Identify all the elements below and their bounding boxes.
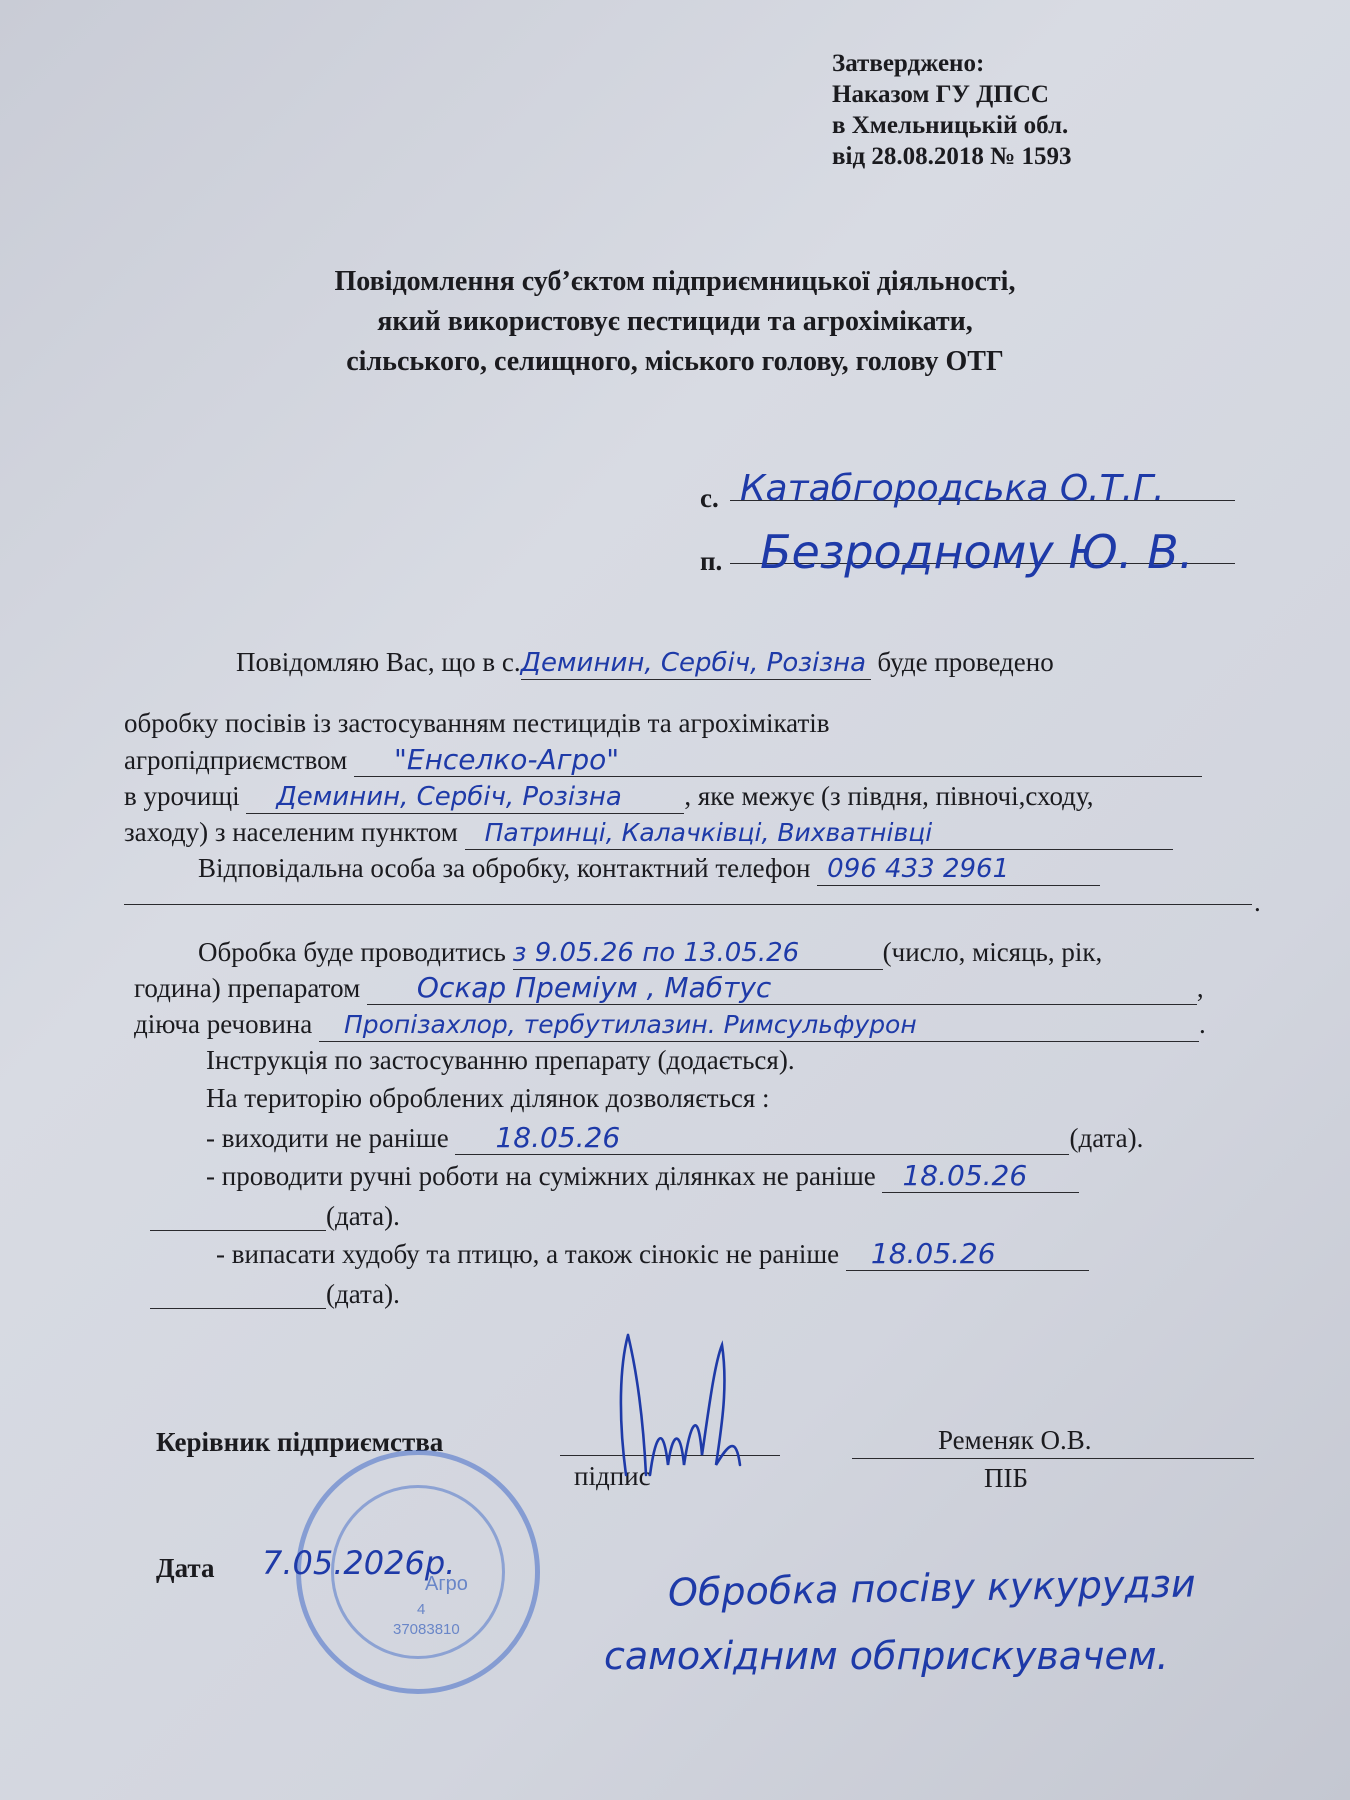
settlement-value: Деминин, Сербіч, Розізна: [521, 647, 871, 680]
bordering-settlement-value: Патринці, Калачківці, Вихватнівці: [465, 817, 1173, 850]
approval-line: Наказом ГУ ДПСС: [832, 81, 1049, 108]
body-line-5: заходу) з населеним пунктом Патринці, Калачківці, Вихватнівці: [124, 816, 1173, 850]
company-value: "Енселко-Агро": [354, 744, 1202, 777]
body-line-11: Інструкція по застосуванню препарату (додається).: [206, 1045, 795, 1075]
grazing-date-value: 18.05.26: [846, 1238, 1089, 1271]
manual-work-date-value: 18.05.26: [882, 1160, 1079, 1193]
stamp-center-text: Агро: [425, 1573, 468, 1595]
body-line-15: (дата).: [326, 1201, 400, 1231]
stamp-number: 37083810: [393, 1621, 460, 1638]
approval-line: Затверджено:: [832, 50, 985, 77]
treatment-period-value: з 9.05.26 по 13.05.26: [513, 937, 883, 970]
body-line-3: агропідприємством "Енселко-Агро": [124, 744, 1202, 777]
body-line-8: Обробка буде проводитись з 9.05.26 по 13.05.26 (число, місяць, рік,: [198, 937, 1103, 968]
stamp-digit: 4: [417, 1601, 426, 1618]
date-value: 7.05.2026р.: [262, 1544, 456, 1582]
title-line: Повідомлення суб’єктом підприємницької діяльності,: [334, 266, 1016, 297]
approval-block: [832, 48, 1071, 172]
body-line-9: година) препаратом Оскар Преміум , Мабтус ,: [134, 971, 1204, 1004]
addressee-s-prefix: с.: [700, 483, 719, 513]
body-line-14: - проводити ручні роботи на суміжних ділянках не раніше 18.05.26: [206, 1160, 1079, 1193]
title-line: який використовує пестициди та агрохімікати,: [377, 306, 973, 337]
body-line-12: На територію оброблених ділянок дозволяється :: [206, 1083, 770, 1113]
body-line-10: діюча речовина Пропізахлор, тербутилазин. Римсульфурон .: [134, 1008, 1206, 1042]
addressee-p-prefix: п.: [700, 546, 723, 576]
tract-value: Деминин, Сербіч, Розізна: [246, 781, 684, 814]
document-title: [0, 262, 1350, 382]
addressee-p-value: Безродному Ю. В.: [760, 525, 1194, 579]
date-label: Дата: [156, 1553, 215, 1583]
approval-line: від 28.08.2018 № 1593: [832, 143, 1072, 170]
addressee-s-value: Катабгородська О.Т.Г.: [740, 468, 1165, 509]
body-line-4: в урочищі Деминин, Сербіч, Розізна , яке межує (з півдня, півночі,сходу,: [124, 781, 1094, 812]
exit-date-value: 18.05.26: [455, 1122, 1069, 1155]
body-line-13: - виходити не раніше 18.05.26 (дата).: [206, 1121, 1144, 1154]
preparation-value: Оскар Преміум , Мабтус: [367, 972, 1197, 1005]
body-line-6: Відповідальна особа за обробку, контактний телефон 096 433 2961: [198, 852, 1100, 886]
responsible-person-line: [124, 904, 1252, 905]
handwritten-note-line-2: самохідним обприскувачем.: [604, 1634, 1169, 1678]
title-line: сільського, селищного, міського голову, голову ОТГ: [346, 346, 1004, 377]
grazing-date-line: [150, 1308, 326, 1309]
head-label: Керівник підприємства: [156, 1427, 444, 1457]
name-caption: ПІБ: [984, 1463, 1028, 1493]
approval-line: в Хмельницькій обл.: [832, 112, 1069, 139]
phone-value: 096 433 2961: [817, 853, 1100, 886]
handwritten-note-line-1: Обробка посіву кукурудзи: [667, 1561, 1196, 1615]
body-line-2: обробку посівів із застосуванням пестицидів та агрохімікатів: [124, 708, 830, 738]
body-line-16: - випасати худобу та птицю, а також сінокіс не раніше 18.05.26: [216, 1238, 1089, 1271]
signature-caption: підпис: [574, 1461, 651, 1491]
manual-work-date-line: [150, 1230, 326, 1231]
body-line-17: (дата).: [326, 1279, 400, 1309]
body-line-7: .: [1254, 887, 1261, 917]
active-substance-value: Пропізахлор, тербутилазин. Римсульфурон: [319, 1009, 1199, 1042]
name-line: [852, 1458, 1254, 1459]
head-name: Ременяк О.В.: [938, 1425, 1092, 1455]
signature-scribble: [610, 1325, 760, 1495]
body-line-1: Повідомляю Вас, що в с.Деминин, Сербіч, Розізна буде проведено: [236, 647, 1054, 678]
